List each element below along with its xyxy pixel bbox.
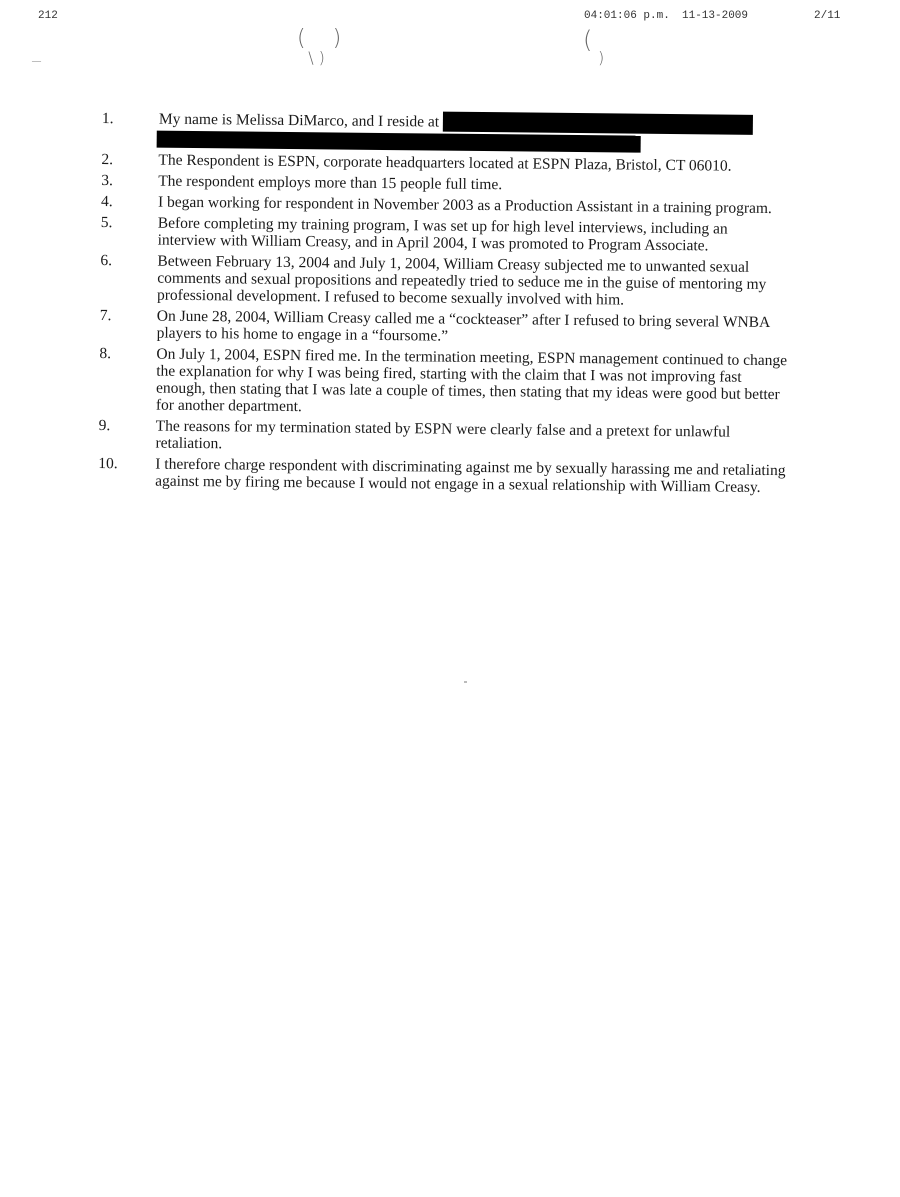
- statement-10: [96, 455, 786, 496]
- fax-header: [0, 10, 900, 30]
- statement-8: [97, 345, 788, 420]
- statement-9: [96, 417, 786, 458]
- statement-text: Before completing my training program, I was set up for high level interviews, including an interview with William Creasy, and in April 2004, I was promoted to Program Associate.: [157, 214, 728, 255]
- statement-7: [98, 307, 788, 348]
- redaction-bar: [443, 112, 753, 135]
- statement-number: 10.: [98, 455, 118, 473]
- statement-number: 8.: [99, 345, 112, 363]
- fax-page-count: 2/11: [814, 10, 841, 22]
- statement-number: 4.: [100, 193, 113, 211]
- statement-number: 9.: [98, 417, 111, 435]
- scan-speck: [464, 681, 467, 683]
- statement-text-content: My name is Melissa DiMarco, and I reside at: [158, 110, 440, 131]
- statement-text: I began working for respondent in November 2003 as a Production Assistant in a training program.: [157, 193, 772, 218]
- fax-date: 11-13-2009: [682, 10, 749, 22]
- statement-2: [99, 151, 789, 175]
- statement-text: [159, 111, 790, 155]
- statement-number: 7.: [99, 307, 112, 325]
- statement-text: Between February 13, 2004 and July 1, 2004, William Creasy subjected me to unwanted sexual comments and sexual propositions and repeatedly tried to seduce me in the guise of mentoring my professional development. I refused to become sexually involved with him.: [156, 252, 767, 309]
- statement-text: The reasons for my termination stated by ESPN were clearly false and a pretext for unlawful retaliation.: [155, 417, 731, 453]
- statement-text: On July 1, 2004, ESPN fired me. In the termination meeting, ESPN management continued to change the explanation for why I was being fired, starting with the claim that I was not improving fast enough, then stating that I was late a couple of times, then stating that my ideas were good but better for another department.: [155, 345, 788, 416]
- statement-text: The respondent employs more than 15 people full time.: [158, 172, 503, 194]
- punch-hole-mark: \ ): [305, 48, 325, 67]
- fax-time: 04:01:06 p.m.: [584, 10, 670, 22]
- statement-number: 3.: [101, 172, 113, 190]
- punch-hole-mark: ): [598, 48, 605, 67]
- statement-number: 6.: [100, 252, 113, 270]
- statement-text: I therefore charge respondent with discriminating against me by sexually harassing me and retaliating against me by firing me because I would not engage in a sexual relationship with William Creasy.: [155, 455, 786, 496]
- punch-hole-mark: (: [583, 26, 602, 54]
- statement-number: 2.: [101, 151, 114, 169]
- statement-3: [99, 172, 789, 196]
- statement-6: [98, 252, 788, 310]
- statement-1: [100, 110, 790, 154]
- redaction-bar: [157, 131, 641, 153]
- statement-number: 5.: [100, 214, 113, 232]
- statement-text: The Respondent is ESPN, corporate headquarters located at ESPN Plaza, Bristol, CT 06010.: [158, 151, 732, 175]
- punch-hole-mark: ( ): [297, 26, 352, 51]
- charge-statements-list: [96, 110, 790, 500]
- statement-4: [99, 193, 789, 217]
- scan-artifact-mark: —: [32, 56, 41, 66]
- fax-sender-id: 212: [38, 10, 58, 22]
- statement-5: [99, 214, 789, 255]
- statement-number: 1.: [101, 110, 114, 128]
- statement-text: On June 28, 2004, William Creasy called me a “cockteaser” after I refused to bring several WNBA players to his home to engage in a “foursome.”: [156, 307, 770, 345]
